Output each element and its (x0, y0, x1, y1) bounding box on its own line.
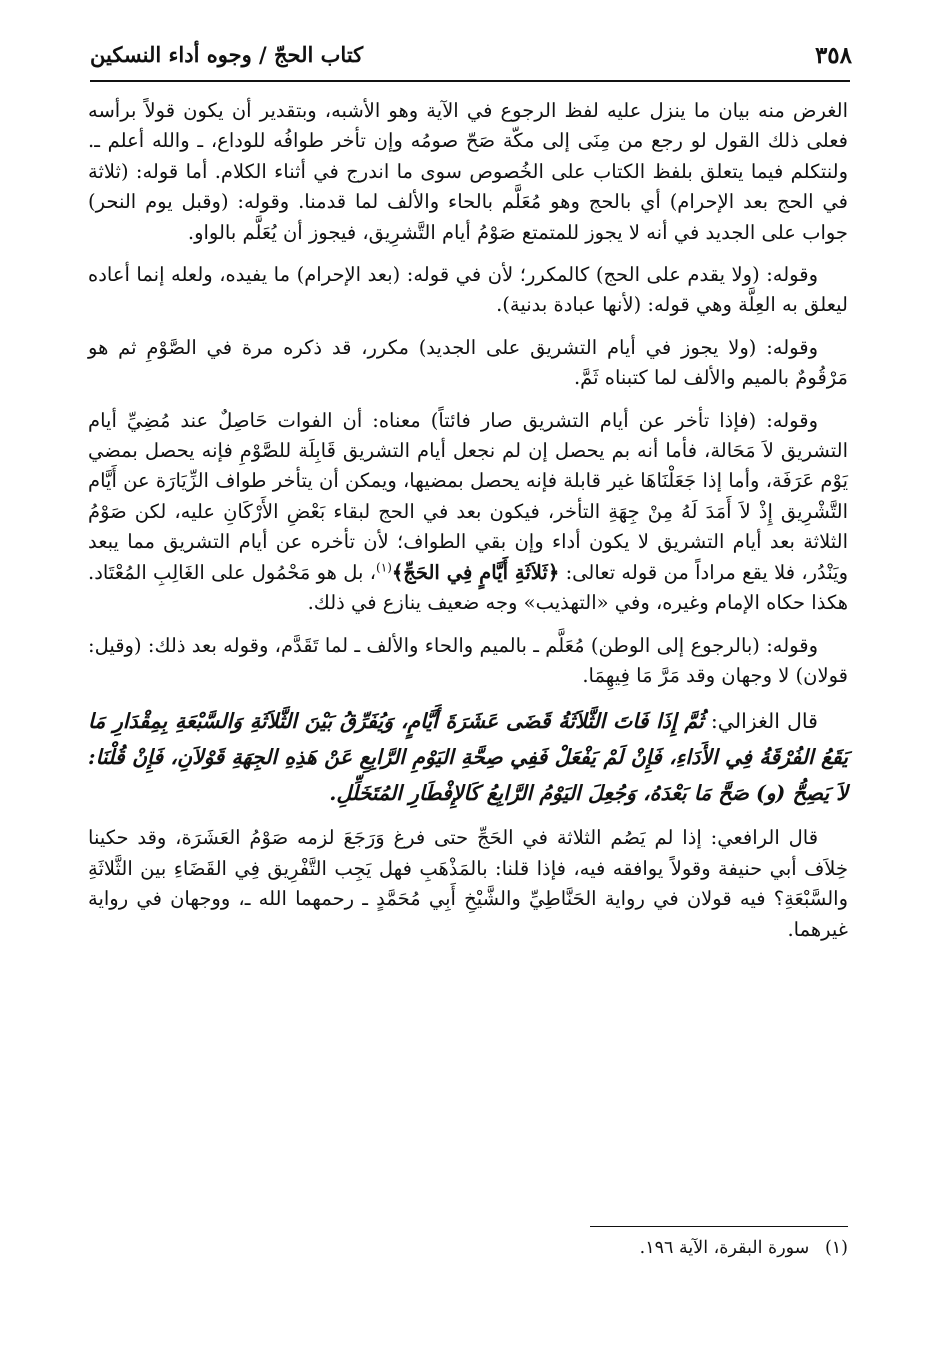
header-rule (90, 80, 850, 82)
paragraph-text: ، بل هو مَحْمُول على الغَالِبِ المُعْتَاد. هكذا حكاه الإمام وغيره، وفي «التهذيب» وجه ضعيف ينازع في ذلك. (88, 560, 848, 615)
footnote-text: سورة البقرة، الآية ١٩٦. (639, 1238, 810, 1258)
footnote-rule (590, 1226, 848, 1227)
footnote-marker: (١) (376, 560, 392, 575)
paragraph: وقوله: (ولا يقدم على الحج) كالمكرر؛ لأن في قوله: (بعد الإحرام) ما يفيده، ولعله إنما أعاده ليعلق به العِلَّة وهي قوله: (لأنها عبادة بدنية). (88, 263, 848, 317)
page-number: ٣٥٨ (814, 42, 852, 69)
ghazali-label: قال الغزالي: (710, 709, 818, 734)
quran-verse: ﴿ثَلاَثَةِ أَيَّامٍ فِي الحَجِّ﴾ (391, 560, 560, 584)
footnote (348, 1238, 848, 1258)
rafii-commentary (88, 823, 848, 945)
page-body (88, 96, 848, 957)
page-header (90, 42, 852, 76)
paragraph-with-verse (88, 406, 848, 619)
running-title: كتاب الحجّ / وجوه أداء النسكين (90, 42, 364, 67)
paragraph: وقوله: (بالرجوع إلى الوطن) مُعَلَّم ـ بالميم والحاء والألف ـ لما تَقَدَّم، وقوله بعد ذلك: (وقيل: قولان) لا وجهان وقد مَرَّ مَا فِيهِمَا. (88, 633, 848, 687)
rafii-text: إذا لم يَصُم الثلاثة في الحَجِّ حتى فرغ وَرَجَعَ لزمه صَوْمُ العَشَرَة، وقد حكينا خِلاَف أبي حنيفة وقولاً يوافقه فيه، فإذا قلنا: بالمَذْهَبِ فهل يَجِب التَّفْرِيق فِي القَضَاءِ بين الثَّلاثَةِ والسَّبْعَةِ؟ فيه قولان في رواية الحَنَّاطِيِّ والشَّيْخِ أَبِي مُحَمَّدٍ ـ رحمهما الله ـ، ووجهان في رواية غيرهما. (88, 826, 848, 941)
ghazali-matn: ثُمَّ إِذَا فَاتَ الثَّلاَثَةُ قَضَى عَشَرَةَ أَيَّامٍ، وَيُفَرِّقُ بَيْنَ الثَّلاَثَةِ وَالسَّبْعَةِ بِمِقْدَارِ مَا يَقَعُ الفُرْقَةُ فِي الأَدَاءِ، فَإِنْ لَمْ يَفْعَلْ فَفِي صِحَّةِ اليَوْمِ الرَّابِعِ عَنْ هَذِهِ الجِهَةِ قَوْلاَنِ، فَإِنْ قُلْنَا: لاَ يَصِحُّ (و) صَحَّ مَا بَعْدَهُ، وَجُعِلَ اليَوْمُ الرَّابِعُ كَالإِفْطَارِ المُتَخَلِّلِ. (88, 709, 848, 806)
rafii-label: قال الرافعي: (710, 826, 819, 850)
paragraph: الغرض منه بيان ما ينزل عليه لفظ الرجوع في الآية وهو الأشبه، وبتقدير أن يكون قولاً برأسه فعلى ذلك القول لو رجع من مِنَى إلى مكّة صَحّ صومُه وإن تأخر طوافُه للوداع، ـ والله أعلم ـ. ولنتكلم فيما يتعلق بلفظ الكتاب على الخُصوص سوى ما اندرج في أثناء الكلام. أما قوله: (ثلاثة في الحج بعد الإحرام) أي بالحج وهو مُعَلَّم بالحاء والألف لما قدمنا. وقوله: (وقبل يوم النحر) جواب على الجديد في أنه لا يجوز للمتمتع صَوْمُ أيام التَّشرِيق، فيجوز أن يُعَلَّم بالواو. (88, 99, 848, 244)
paragraph: وقوله: (ولا يجوز في أيام التشريق على الجديد) مكرر، قد ذكره مرة في الصَّوْمِ ثم هو مَرْقُومٌ بالميم والألف لما كتبناه ثَمَّ. (88, 335, 848, 390)
ghazali-text (88, 703, 848, 811)
paragraph-text: وقوله: (فإذا تأخر عن أيام التشريق صار فائتاً) معناه: أن الفوات حَاصِلٌ عند مُضِيِّ أيام التشريق لاَ مَحَالة، فأما أنه بم يحصل إن لم نجعل أيام التشريق قَابِلَة للصَّوْمِ فإنه يحصل بمضي يَوْم عَرَفَة، وأما إذا جَعَلْنَاهَا غير قابلة فإنه يحصل بمضيها، ويمكن أن يتأخر طواف الزِّيَارَة عن أَيَّام التَّشْرِيق إِذْ لاَ أَمَدَ لَهُ مِنْ جِهَةِ التأخر، فيكون بعد في الحج لبقاء بَعْضِ الأَرْكَانِ عليه، لكن صَوْمُ الثلاثة بعد أيام التشريق لا يكون أداء وإن بقي الطواف؛ لأن تأخره عن أيام التشريق مما يبعد ويَنْدُر، فلا يقع مراداً من قوله تعالى: (88, 408, 848, 584)
footnote-number: (١) (824, 1238, 848, 1258)
